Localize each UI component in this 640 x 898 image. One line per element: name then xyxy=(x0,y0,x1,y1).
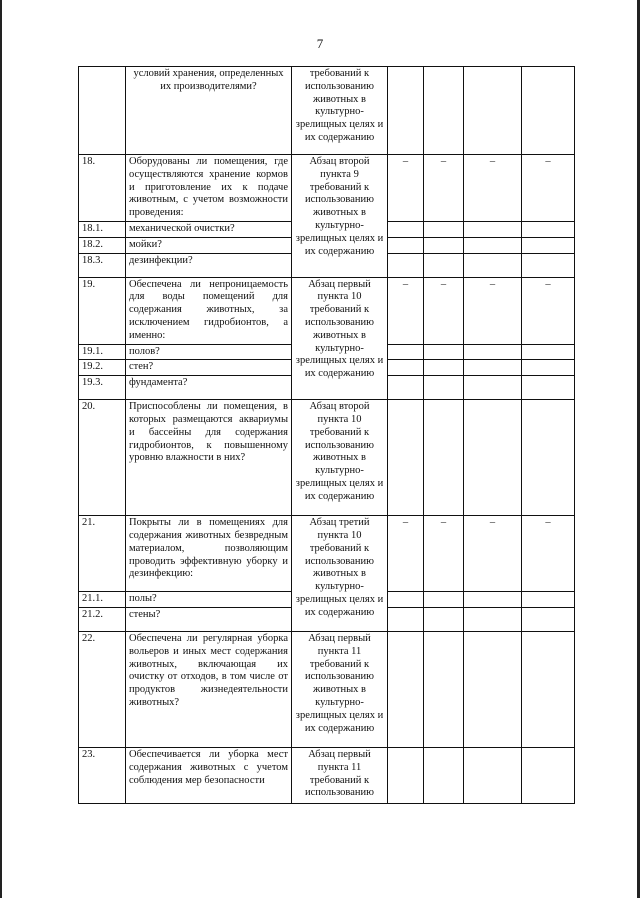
table-row xyxy=(79,747,575,803)
row-number: 18.1. xyxy=(79,221,126,237)
question-text: мойки? xyxy=(126,237,292,253)
note-cell xyxy=(522,67,575,155)
legal-reference: требований к использованию животных в культурно-зрелищных целях и их содержанию xyxy=(292,67,388,155)
note-cell xyxy=(522,400,575,516)
legal-reference: Абзац первый пункта 11 требований к использованию xyxy=(292,747,388,803)
answer-no-cell: – xyxy=(424,277,464,344)
row-number: 23. xyxy=(79,747,126,803)
table-row xyxy=(79,631,575,747)
legal-reference: Абзац первый пункта 10 требований к использованию животных в культурно-зрелищных целях и их содержанию xyxy=(292,277,388,400)
table-row xyxy=(79,400,575,516)
table-row xyxy=(79,516,575,592)
note-cell: – xyxy=(522,155,575,222)
legal-reference: Абзац первый пункта 11 требований к использованию животных в культурно-зрелищных целях и их содержанию xyxy=(292,631,388,747)
answer-yes-cell xyxy=(388,631,424,747)
note-cell xyxy=(522,631,575,747)
question-text: Покрыты ли в помещениях для содержания животных безвредным материалом, позволяющим проводить эффективную уборку и дезинфекцию: xyxy=(126,516,292,592)
scan-edge-left xyxy=(0,0,2,898)
question-text: полов? xyxy=(126,344,292,360)
row-number: 21.1. xyxy=(79,592,126,608)
row-number: 20. xyxy=(79,400,126,516)
answer-no-cell: – xyxy=(424,155,464,222)
answer-yes-cell xyxy=(388,400,424,516)
question-text: условий хранения, определенных их производителями? xyxy=(126,67,292,155)
answer-na-cell: – xyxy=(464,155,522,222)
row-number: 19.1. xyxy=(79,344,126,360)
page-number: 7 xyxy=(316,36,324,51)
answer-na-cell xyxy=(464,400,522,516)
question-text: полы? xyxy=(126,592,292,608)
answer-na-cell: – xyxy=(464,277,522,344)
question-text: Обеспечивается ли уборка мест содержания животных с учетом соблюдения мер безопасности xyxy=(126,747,292,803)
question-text: Приспособлены ли помещения, в которых размещаются аквариумы и бассейны для содержания гидробионтов, к повышенному уровню влажности в них? xyxy=(126,400,292,516)
row-number xyxy=(79,67,126,155)
question-text: Обеспечена ли регулярная уборка вольеров и иных мест содержания животных, включающая их очистку от отходов, в том числе от продуктов жизнедеятельности животных? xyxy=(126,631,292,747)
answer-yes-cell xyxy=(388,747,424,803)
row-number: 19.3. xyxy=(79,376,126,400)
answer-yes-cell: – xyxy=(388,155,424,222)
legal-reference: Абзац второй пункта 9 требований к использованию животных в культурно-зрелищных целях и их содержанию xyxy=(292,155,388,278)
answer-yes-cell: – xyxy=(388,277,424,344)
answer-no-cell xyxy=(424,747,464,803)
answer-na-cell xyxy=(464,67,522,155)
legal-reference: Абзац третий пункта 10 требований к использованию животных в культурно-зрелищных целях и их содержанию xyxy=(292,516,388,632)
row-number: 21. xyxy=(79,516,126,592)
note-cell: – xyxy=(522,277,575,344)
answer-na-cell xyxy=(464,631,522,747)
table-row xyxy=(79,67,575,155)
question-text: механической очистки? xyxy=(126,221,292,237)
row-number: 18. xyxy=(79,155,126,222)
checklist-table xyxy=(78,66,575,804)
row-number: 18.2. xyxy=(79,237,126,253)
question-text: Оборудованы ли помещения, где осуществляются хранение кормов и приготовление их к подаче животным, с учетом возможности проведения: xyxy=(126,155,292,222)
row-number: 19. xyxy=(79,277,126,344)
answer-na-cell xyxy=(464,747,522,803)
answer-no-cell xyxy=(424,67,464,155)
row-number: 22. xyxy=(79,631,126,747)
question-text: стены? xyxy=(126,607,292,631)
answer-no-cell: – xyxy=(424,516,464,592)
answer-yes-cell xyxy=(388,67,424,155)
note-cell xyxy=(522,747,575,803)
question-text: фундамента? xyxy=(126,376,292,400)
table-row xyxy=(79,277,575,344)
note-cell: – xyxy=(522,516,575,592)
answer-yes-cell: – xyxy=(388,516,424,592)
question-text: дезинфекции? xyxy=(126,253,292,277)
question-text: Обеспечена ли непроницаемость для воды помещений для содержания животных, за исключением гидробионтов, а именно: xyxy=(126,277,292,344)
row-number: 18.3. xyxy=(79,253,126,277)
answer-na-cell: – xyxy=(464,516,522,592)
row-number: 19.2. xyxy=(79,360,126,376)
legal-reference: Абзац второй пункта 10 требований к использованию животных в культурно-зрелищных целях и их содержанию xyxy=(292,400,388,516)
question-text: стен? xyxy=(126,360,292,376)
answer-no-cell xyxy=(424,631,464,747)
row-number: 21.2. xyxy=(79,607,126,631)
answer-no-cell xyxy=(424,400,464,516)
table-row xyxy=(79,155,575,222)
